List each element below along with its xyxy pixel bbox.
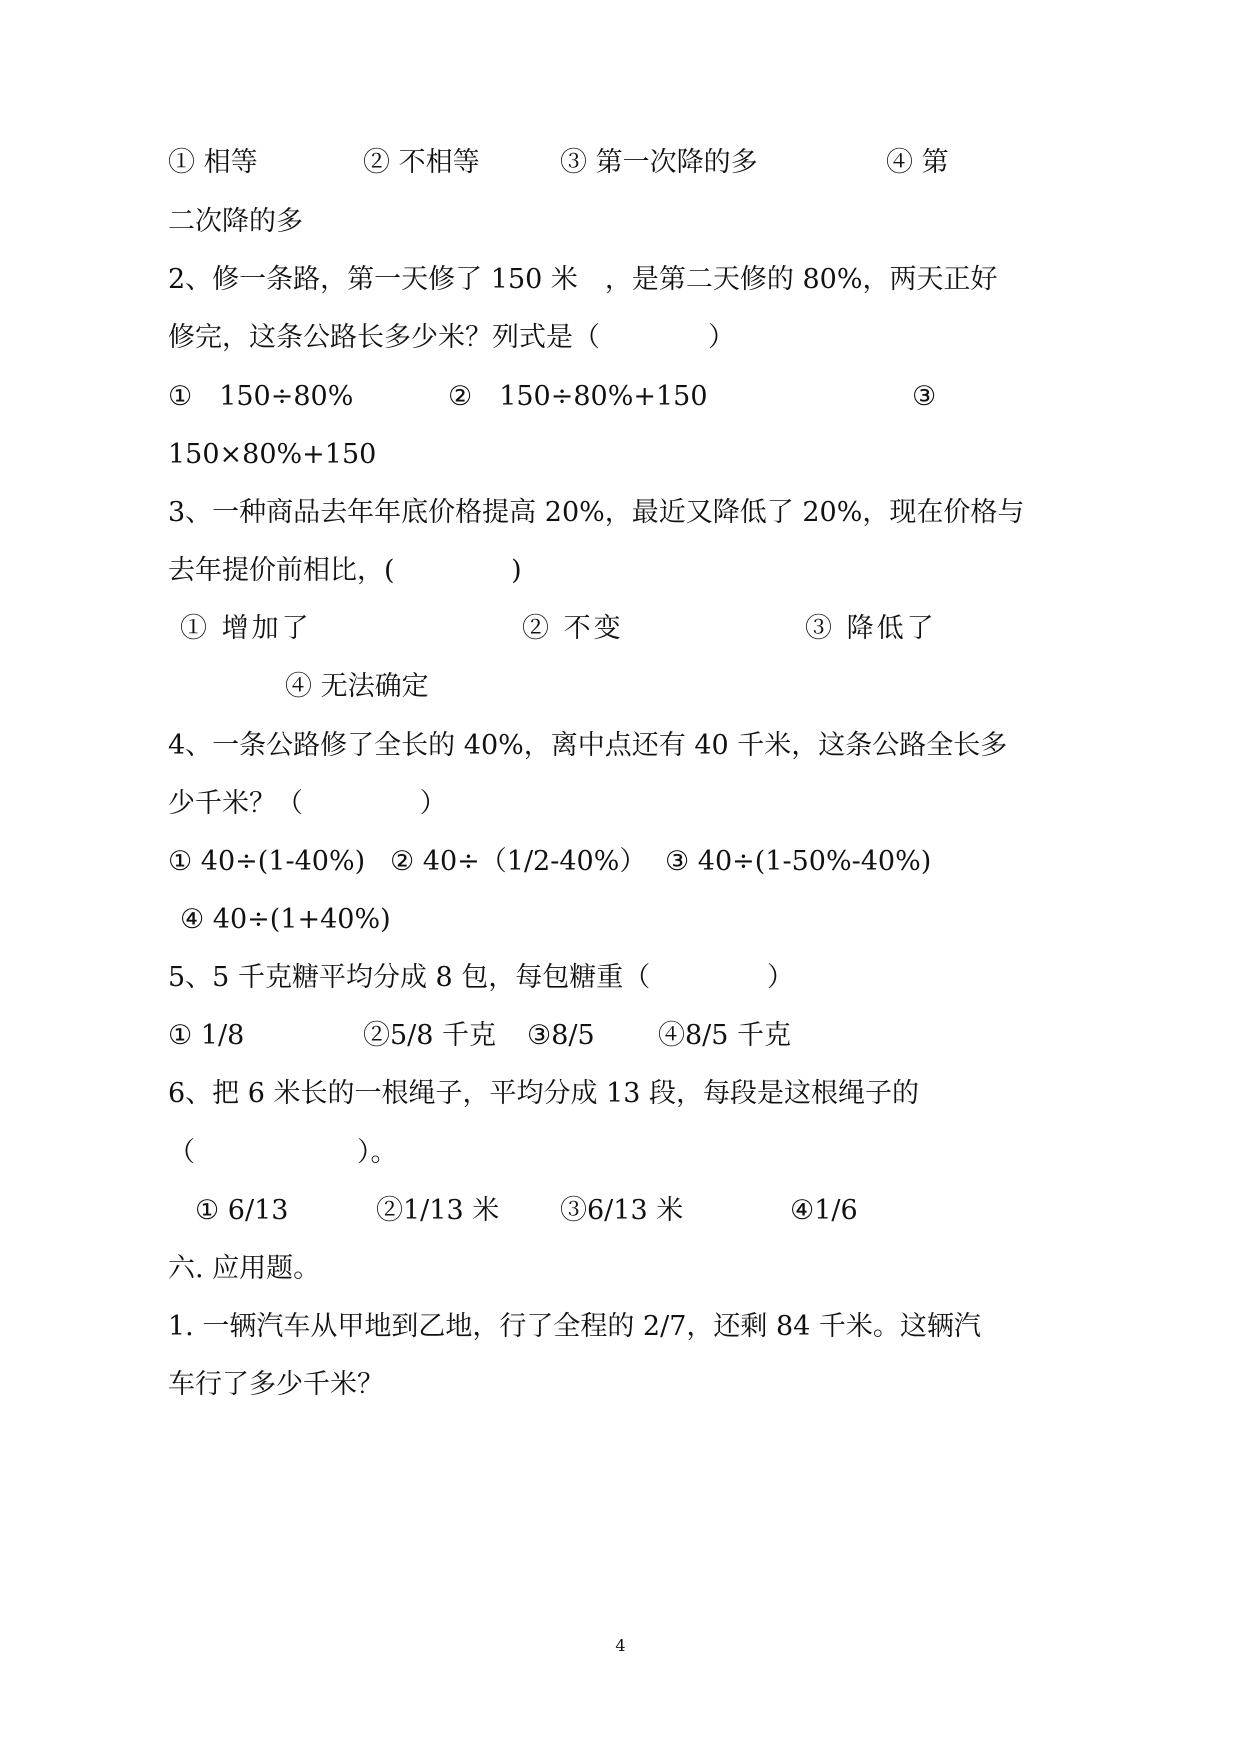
q4-text-line-1: 4、一条公路修了全长的 40%，离中点还有 40 千米，这条公路全长多 <box>168 730 1008 761</box>
q2-option-continuation: 150×80%+150 <box>168 439 377 470</box>
q3-text-line-2: 去年提价前相比，( ) <box>168 555 522 586</box>
q3-option-1: ① 增加了 <box>180 613 312 644</box>
q5-option-1: ① 1/8 <box>168 1020 245 1051</box>
q4-text-line-2: 少千米？（ ） <box>168 788 447 819</box>
q3-text-line-1: 3、一种商品去年年底价格提高 20%，最近又降低了 20%，现在价格与 <box>168 497 1025 528</box>
q5-text-line-1: 5、5 千克糖平均分成 8 包，每包糖重（ ） <box>168 962 794 993</box>
q1-option-continuation: 二次降的多 <box>168 206 303 237</box>
q4-option-1: ① 40÷(1-40%) <box>168 846 366 877</box>
q2-text-line-1: 2、修一条路，第一天修了 150 米 ，是第二天修的 80%，两天正好 <box>168 264 998 295</box>
problem-1-line-2: 车行了多少千米？ <box>168 1369 384 1400</box>
q3-option-4: ④ 无法确定 <box>285 671 429 702</box>
q6-text-line-1: 6、把 6 米长的一根绳子，平均分成 13 段，每段是这根绳子的 <box>168 1078 920 1109</box>
q1-option-3: ③ 第一次降的多 <box>560 147 758 178</box>
q4-option-3: ③ 40÷(1-50%-40%) <box>665 846 932 877</box>
q4-option-4: ④ 40÷(1+40%) <box>180 904 391 935</box>
q2-text-line-2: 修完，这条公路长多少米？列式是（ ） <box>168 322 735 353</box>
q1-option-2: ② 不相等 <box>363 147 480 178</box>
problem-1-line-1: 1. 一辆汽车从甲地到乙地，行了全程的 2/7，还剩 84 千米。这辆汽 <box>168 1311 981 1342</box>
q5-option-3: ③8/5 <box>527 1020 595 1051</box>
q6-option-3: ③6/13 米 <box>560 1195 684 1226</box>
q2-option-2: ② 150÷80%+150 <box>448 381 708 412</box>
section-heading: 六. 应用题。 <box>168 1253 321 1284</box>
q5-option-4: ④8/5 千克 <box>658 1020 792 1051</box>
q6-text-line-2: （ ）。 <box>168 1137 398 1168</box>
q1-option-1: ① 相等 <box>168 147 258 178</box>
q2-option-3: ③ <box>912 381 937 412</box>
q6-option-4: ④1/6 <box>790 1195 858 1226</box>
q3-option-3: ③ 降低了 <box>805 613 937 644</box>
q3-option-2: ② 不变 <box>522 613 624 644</box>
q1-option-4: ④ 第 <box>886 147 949 178</box>
q4-option-2: ② 40÷（1/2-40%） <box>390 846 647 877</box>
q6-option-2: ②1/13 米 <box>376 1195 500 1226</box>
q6-option-1: ① 6/13 <box>195 1195 289 1226</box>
page-number: 4 <box>615 1636 626 1655</box>
q5-option-2: ②5/8 千克 <box>363 1020 497 1051</box>
q2-option-1: ① 150÷80% <box>168 381 354 412</box>
